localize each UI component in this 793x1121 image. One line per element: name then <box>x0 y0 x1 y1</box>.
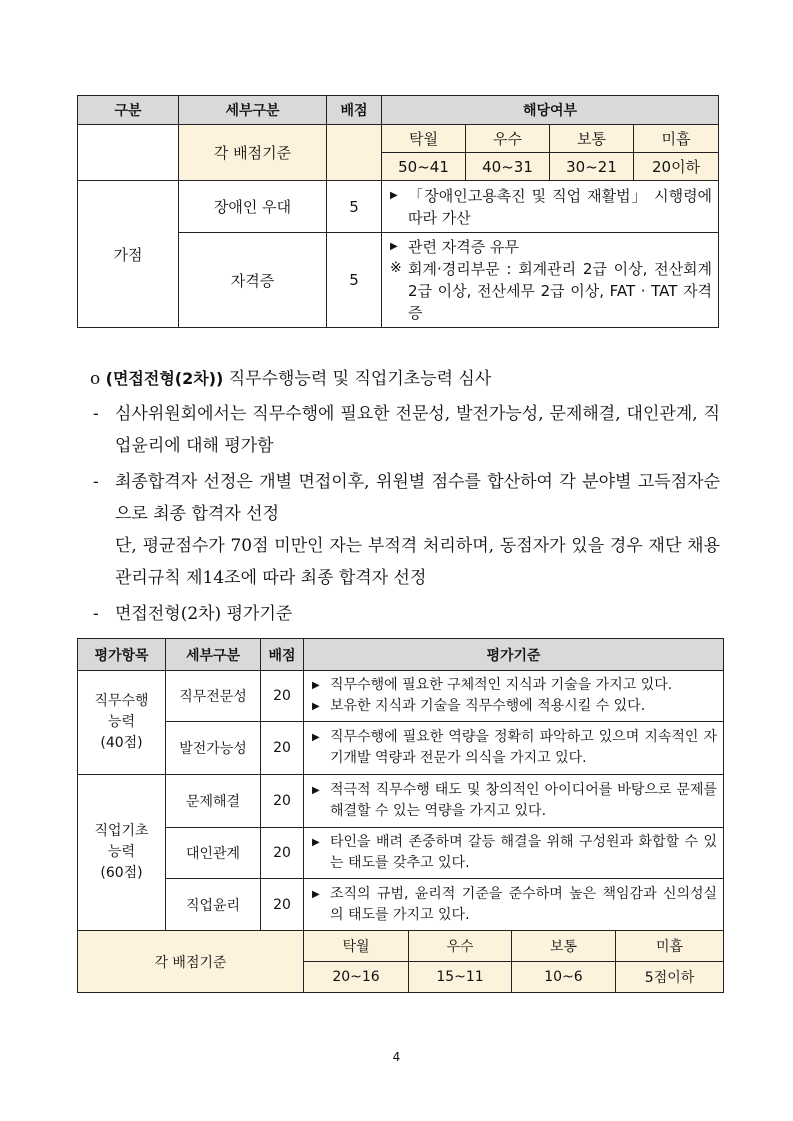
criteria-text: 보유한 지식과 기술을 직무수행에 적용시킬 수 있다. <box>330 698 646 714</box>
desc-disability <box>382 181 719 233</box>
sub-certificate: 자격증 <box>179 233 327 328</box>
desc-text: 「장애인고용촉진 및 직업 재활법」 시행령에 따라 가산 <box>408 186 713 227</box>
bullet-marker: ▶ <box>390 189 398 201</box>
group-name: 직업기초 <box>94 823 149 839</box>
desc-text: 관련 자격증 유무 <box>408 238 519 256</box>
item-text: 면접전형(2차) 평가기준 <box>115 604 293 624</box>
grade-excellent: 탁월 <box>382 125 466 153</box>
grade-good: 우수 <box>466 125 550 153</box>
range-good: 15~11 <box>409 962 512 993</box>
section-bullet: o <box>90 369 101 389</box>
grade-poor: 미흡 <box>616 931 724 962</box>
dash: - <box>93 404 99 424</box>
criteria-expertise <box>304 671 724 722</box>
sub-work-ethics: 직업윤리 <box>166 879 261 931</box>
criteria-text: 타인을 배려 존중하며 갈등 해결을 위해 구성원과 화합할 수 있는 태도를 갖추고 있다. <box>330 834 718 871</box>
note-marker: ※ <box>390 260 402 276</box>
section-subtitle: 직무수행능력 및 직업기초능력 심사 <box>228 369 492 389</box>
bullet-marker: ▶ <box>312 888 320 900</box>
list-item <box>93 398 720 462</box>
range-excellent: 20~16 <box>304 962 409 993</box>
criteria-work-ethics <box>304 879 724 931</box>
group-job-competency <box>78 671 166 775</box>
header-item: 평가항목 <box>78 639 166 671</box>
score-certificate: 5 <box>327 233 382 328</box>
range-good: 40~31 <box>466 153 550 181</box>
bullet-marker: ▶ <box>390 241 398 252</box>
range-excellent: 50~41 <box>382 153 466 181</box>
category-bonus: 가점 <box>78 181 179 328</box>
desc-certificate <box>382 233 719 328</box>
range-average: 10~6 <box>512 962 616 993</box>
header-score: 배점 <box>261 639 304 671</box>
range-poor: 5점이하 <box>616 962 724 993</box>
criteria-text: 적극적 직무수행 태도 및 창의적인 아이디어를 바탕으로 문제를 해결할 수 있는 역량을 가지고 있다. <box>330 782 718 819</box>
criteria-label: 각 배점기준 <box>78 931 304 993</box>
bullet-marker: ▶ <box>312 701 320 712</box>
bullet-marker: ▶ <box>312 785 320 796</box>
sub-disability: 장애인 우대 <box>179 181 327 233</box>
grade-average: 보통 <box>512 931 616 962</box>
criteria-text: 직무수행에 필요한 구체적인 지식과 기술을 가지고 있다. <box>330 677 673 693</box>
score-work-ethics: 20 <box>261 879 304 931</box>
criteria-label: 각 배점기준 <box>179 125 327 181</box>
grade-poor: 미흡 <box>634 125 719 153</box>
grade-excellent: 탁월 <box>304 931 409 962</box>
item-text: 최종합격자 선정은 개별 면접이후, 위원별 점수를 합산하여 각 분야별 고득점자순으로 최종 합격자 선정 <box>115 472 720 524</box>
criteria-text: 조직의 규범, 윤리적 기준을 준수하며 높은 책임감과 신의성실의 태도를 가지고 있다. <box>330 885 718 923</box>
section-title: (면접전형(2차)) <box>105 369 224 388</box>
range-poor: 20이하 <box>634 153 719 181</box>
criteria-interpersonal <box>304 828 724 879</box>
section-heading <box>90 363 730 395</box>
bullet-marker: ▶ <box>312 680 320 691</box>
header-subcategory: 세부구분 <box>179 96 327 125</box>
score-growth-potential: 20 <box>261 722 304 775</box>
header-applicability: 해당여부 <box>382 96 719 125</box>
score-problem-solving: 20 <box>261 775 304 828</box>
group-name: 능력 <box>107 714 136 730</box>
group-basic-competency <box>78 775 166 931</box>
header-criteria: 평가기준 <box>304 639 724 671</box>
bonus-points-table <box>77 95 719 328</box>
score-expertise: 20 <box>261 671 304 722</box>
sub-expertise: 직무전문성 <box>166 671 261 722</box>
bullet-marker: ▶ <box>312 837 320 848</box>
interview-criteria-table <box>77 638 724 993</box>
criteria-text: 직무수행에 필요한 역량을 정확히 파악하고 있으며 지속적인 자기개발 역량과 전문가 의식을 가지고 있다. <box>330 729 718 766</box>
group-name: 직무수행 <box>94 693 149 709</box>
dash: - <box>93 472 99 492</box>
empty-cell <box>327 125 382 181</box>
group-points: (40점) <box>100 735 143 751</box>
bullet-marker: ▶ <box>312 732 320 743</box>
sub-interpersonal: 대인관계 <box>166 828 261 879</box>
header-subcategory: 세부구분 <box>166 639 261 671</box>
list-item <box>93 466 720 594</box>
sub-growth-potential: 발전가능성 <box>166 722 261 775</box>
criteria-growth-potential <box>304 722 724 775</box>
sub-problem-solving: 문제해결 <box>166 775 261 828</box>
empty-cell <box>78 125 179 181</box>
grade-average: 보통 <box>550 125 634 153</box>
group-name: 능력 <box>107 844 136 860</box>
page-number: 4 <box>392 1050 401 1064</box>
header-category: 구분 <box>78 96 179 125</box>
group-points: (60점) <box>100 865 143 881</box>
criteria-problem-solving <box>304 775 724 828</box>
score-disability: 5 <box>327 181 382 233</box>
list-item <box>93 598 720 630</box>
header-score: 배점 <box>327 96 382 125</box>
grade-good: 우수 <box>409 931 512 962</box>
note-text: 회계·경리부문 : 회계관리 2급 이상, 전산회계 2급 이상, 전산세무 2급 이상, FAT · TAT 자격증 <box>408 260 713 322</box>
item-extra-text: 단, 평균점수가 70점 미만인 자는 부적격 처리하며, 동점자가 있을 경우 재단 채용관리규칙 제14조에 따라 최종 합격자 선정 <box>115 536 720 588</box>
range-average: 30~21 <box>550 153 634 181</box>
score-interpersonal: 20 <box>261 828 304 879</box>
dash: - <box>93 604 99 624</box>
item-text: 심사위원회에서는 직무수행에 필요한 전문성, 발전가능성, 문제해결, 대인관계, 직업윤리에 대해 평가함 <box>115 404 720 456</box>
